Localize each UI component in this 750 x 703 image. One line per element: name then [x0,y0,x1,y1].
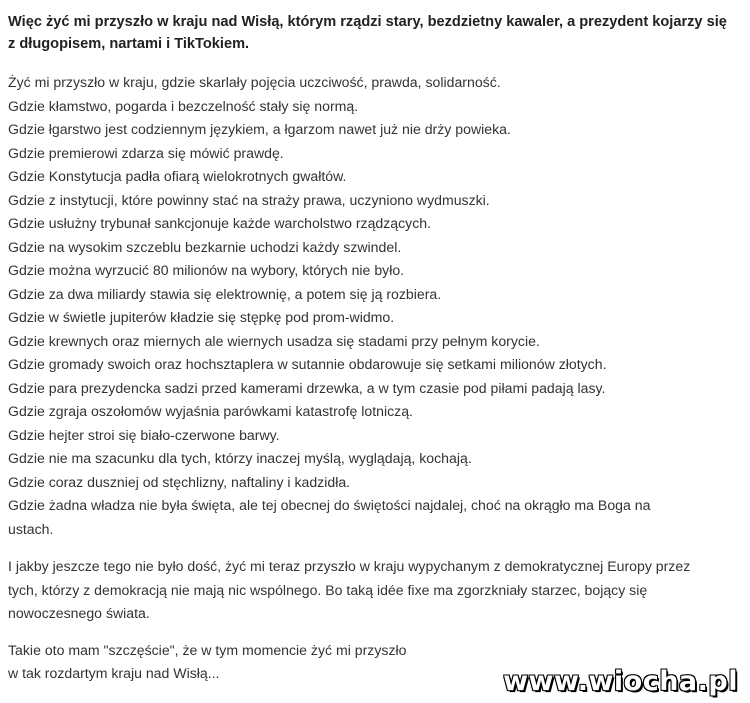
article-lines [8,71,736,541]
text-line: Gdzie premierowi zdarza się mówić prawdę. [8,144,284,161]
text-line: ustach. [8,520,54,537]
text-line: Gdzie w świetle jupiterów kładzie się stępkę pod prom-widmo. [8,309,395,325]
article-paragraph [8,555,736,626]
text-line: Gdzie krewnych oraz miernych ale wiernych usadza się stadami przy pełnym korycie. [8,332,540,349]
text-line: Gdzie łgarstwo jest codziennym językiem, a łgarzom nawet już nie drży powieka. [8,121,511,137]
text-line: Gdzie za dwa miliardy stawia się elektrownię, a potem się ją rozbiera. [8,285,442,302]
text-line: w tak rozdartym kraju nad Wisłą... [8,665,220,681]
text-line: Gdzie żadna władza nie była święta, ale tej obecnej do świętości najdalej, choć na okrągło ma Boga na [8,497,651,513]
text-line: Gdzie para prezydencka sadzi przed kamerami drzewka, a w tym czasie pod piłami padają lasy. [8,379,606,396]
text-line: Gdzie na wysokim szczeblu bezkarnie uchodzi każdy szwindel. [8,238,402,255]
text-line: Gdzie Konstytucja padła ofiarą wielokrotnych gwałtów. [8,168,347,184]
text-line: Gdzie można wyrzucić 80 milionów na wybory, których nie było. [8,262,405,278]
text-line: tych, którzy z demokracją nie mają nic wspólnego. Bo taką idée fixe ma zgorzkniały starzec, bojący się [8,581,648,598]
text-line: Gdzie usłużny trybunał sankcjonuje każde warcholstwo rządzących. [8,215,432,231]
text-line: Gdzie gromady swoich oraz hochsztaplera w sutannie obdarowuje się setkami milionów złotych. [8,356,607,372]
text-line: Takie oto mam "szczęście", że w tym momencie żyć mi przyszło [8,641,407,658]
article-headline: Więc żyć mi przyszło w kraju nad Wisłą, którym rządzi stary, bezdzietny kawaler, a prezydent kojarzy się z długopisem, nartami i TikTokiem. [8,14,727,52]
article [8,0,736,686]
text-line: I jakby jeszcze tego nie było dość, żyć mi teraz przyszło w kraju wypychanym z demokratycznej Europy przez [8,558,691,574]
text-line: nowoczesnego świata. [8,605,150,621]
text-line: Gdzie z instytucji, które powinny stać na straży prawa, uczyniono wydmuszki. [8,191,490,208]
text-line: Gdzie hejter stroi się biało-czerwone barwy. [8,426,280,443]
text-line: Gdzie nie ma szacunku dla tych, którzy inaczej myślą, wyglądają, kochają. [8,450,472,466]
text-line: Żyć mi przyszło w kraju, gdzie skarlały pojęcia uczciwość, prawda, solidarność. [8,74,501,90]
text-line: Gdzie kłamstwo, pogarda i bezczelność stały się normą. [8,97,359,114]
site-watermark: www.wiocha.pl [503,666,738,697]
text-line: Gdzie zgraja oszołomów wyjaśnia parówkami katastrofę lotniczą. [8,403,413,419]
text-line: Gdzie coraz duszniej od stęchlizny, naftaliny i kadzidła. [8,473,351,490]
